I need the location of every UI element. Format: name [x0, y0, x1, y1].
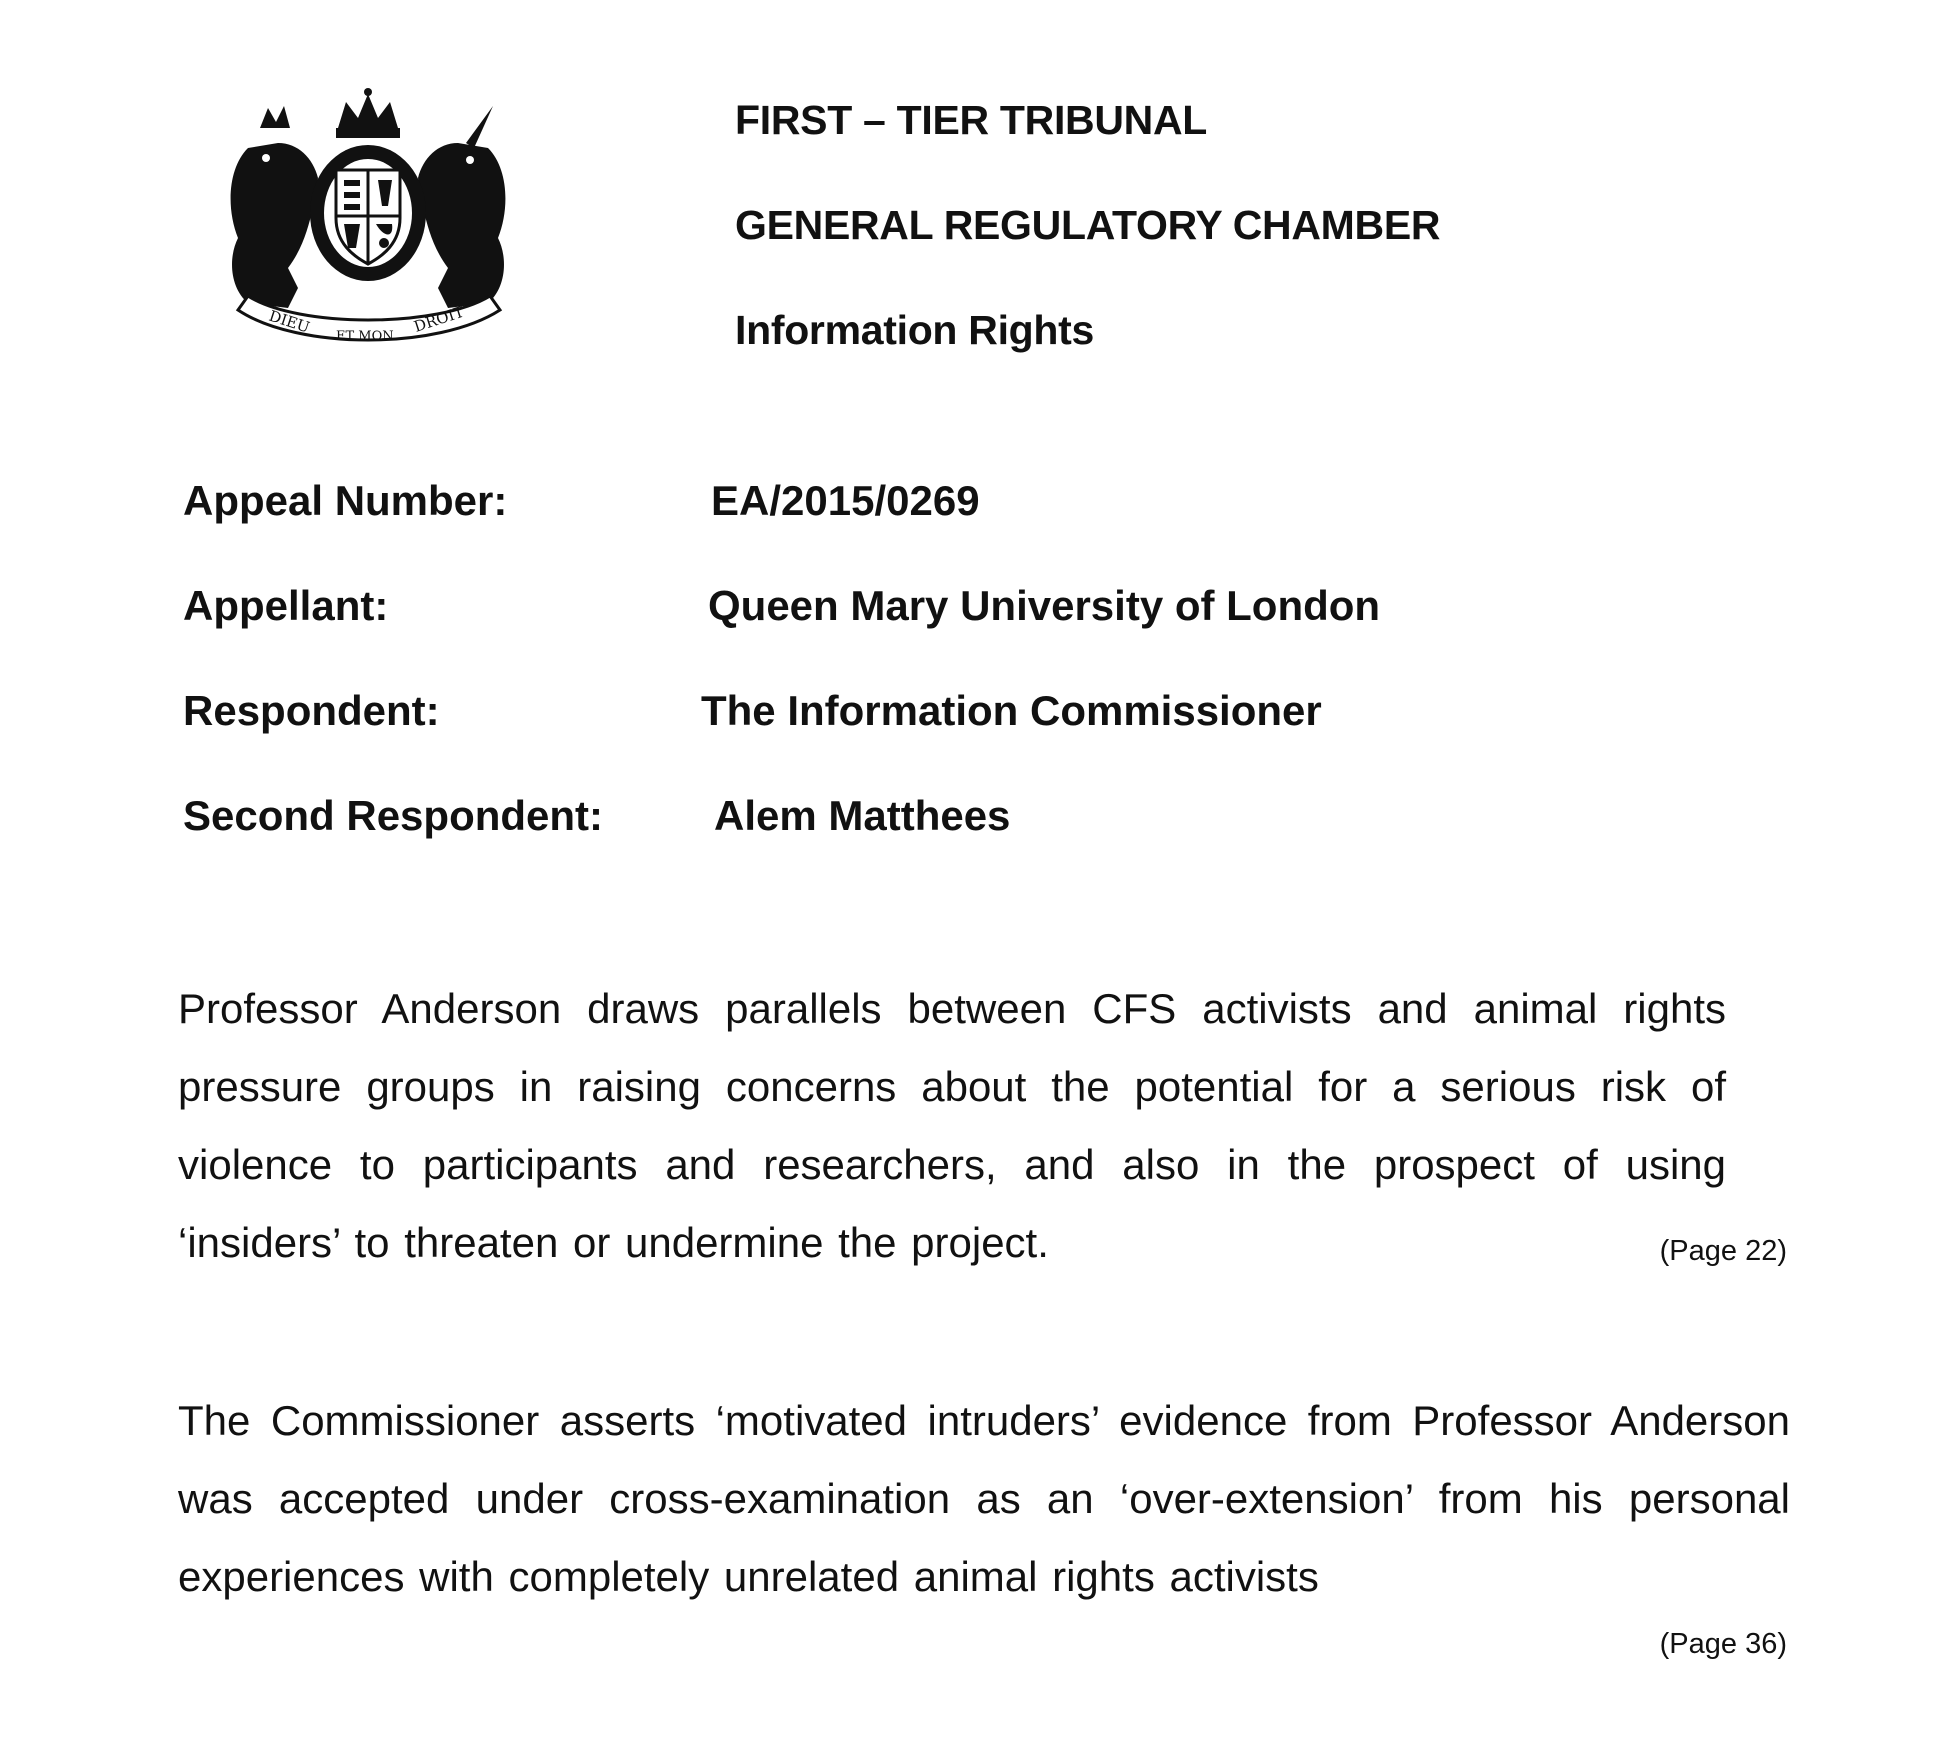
party-label: Respondent:	[183, 687, 440, 734]
excerpt-page-reference-2: (Page 36)	[1659, 1628, 1787, 1660]
party-label: Second Respondent:	[183, 792, 604, 839]
crest-motto-left: DIEU	[266, 306, 312, 337]
jurisdiction-title: Information Rights	[735, 307, 1095, 353]
excerpt-paragraph-2: The Commissioner asserts ‘motivated intruders’ evidence from Professor Anderson was accepted under cross-examination as an ‘over-extension’ from his personal experiences with completely unrelated animal rights activists	[178, 1397, 1790, 1600]
party-value: Alem Matthees	[714, 792, 1011, 839]
tribunal-title: FIRST – TIER TRIBUNAL	[735, 97, 1208, 143]
party-label: Appeal Number:	[183, 477, 508, 524]
royal-coat-of-arms-logo	[218, 88, 518, 350]
party-value: Queen Mary University of London	[708, 582, 1381, 629]
party-label: Appellant:	[183, 582, 389, 629]
party-value: The Information Commissioner	[701, 687, 1322, 734]
party-value: EA/2015/0269	[711, 477, 980, 524]
crest-motto-middle: ET MON	[336, 329, 394, 344]
excerpt-page-reference-1: (Page 22)	[1659, 1235, 1787, 1267]
tribunal-header	[735, 97, 1441, 353]
crest-motto-right: DROIT	[411, 302, 467, 336]
chamber-title: GENERAL REGULATORY CHAMBER	[735, 202, 1441, 248]
excerpt-paragraph-1: Professor Anderson draws parallels between CFS activists and animal rights pressure groups in raising concerns about the potential for a serious risk of violence to participants and researchers, and also in the prospect of using ‘insiders’ to threaten or undermine the project.	[178, 985, 1726, 1266]
